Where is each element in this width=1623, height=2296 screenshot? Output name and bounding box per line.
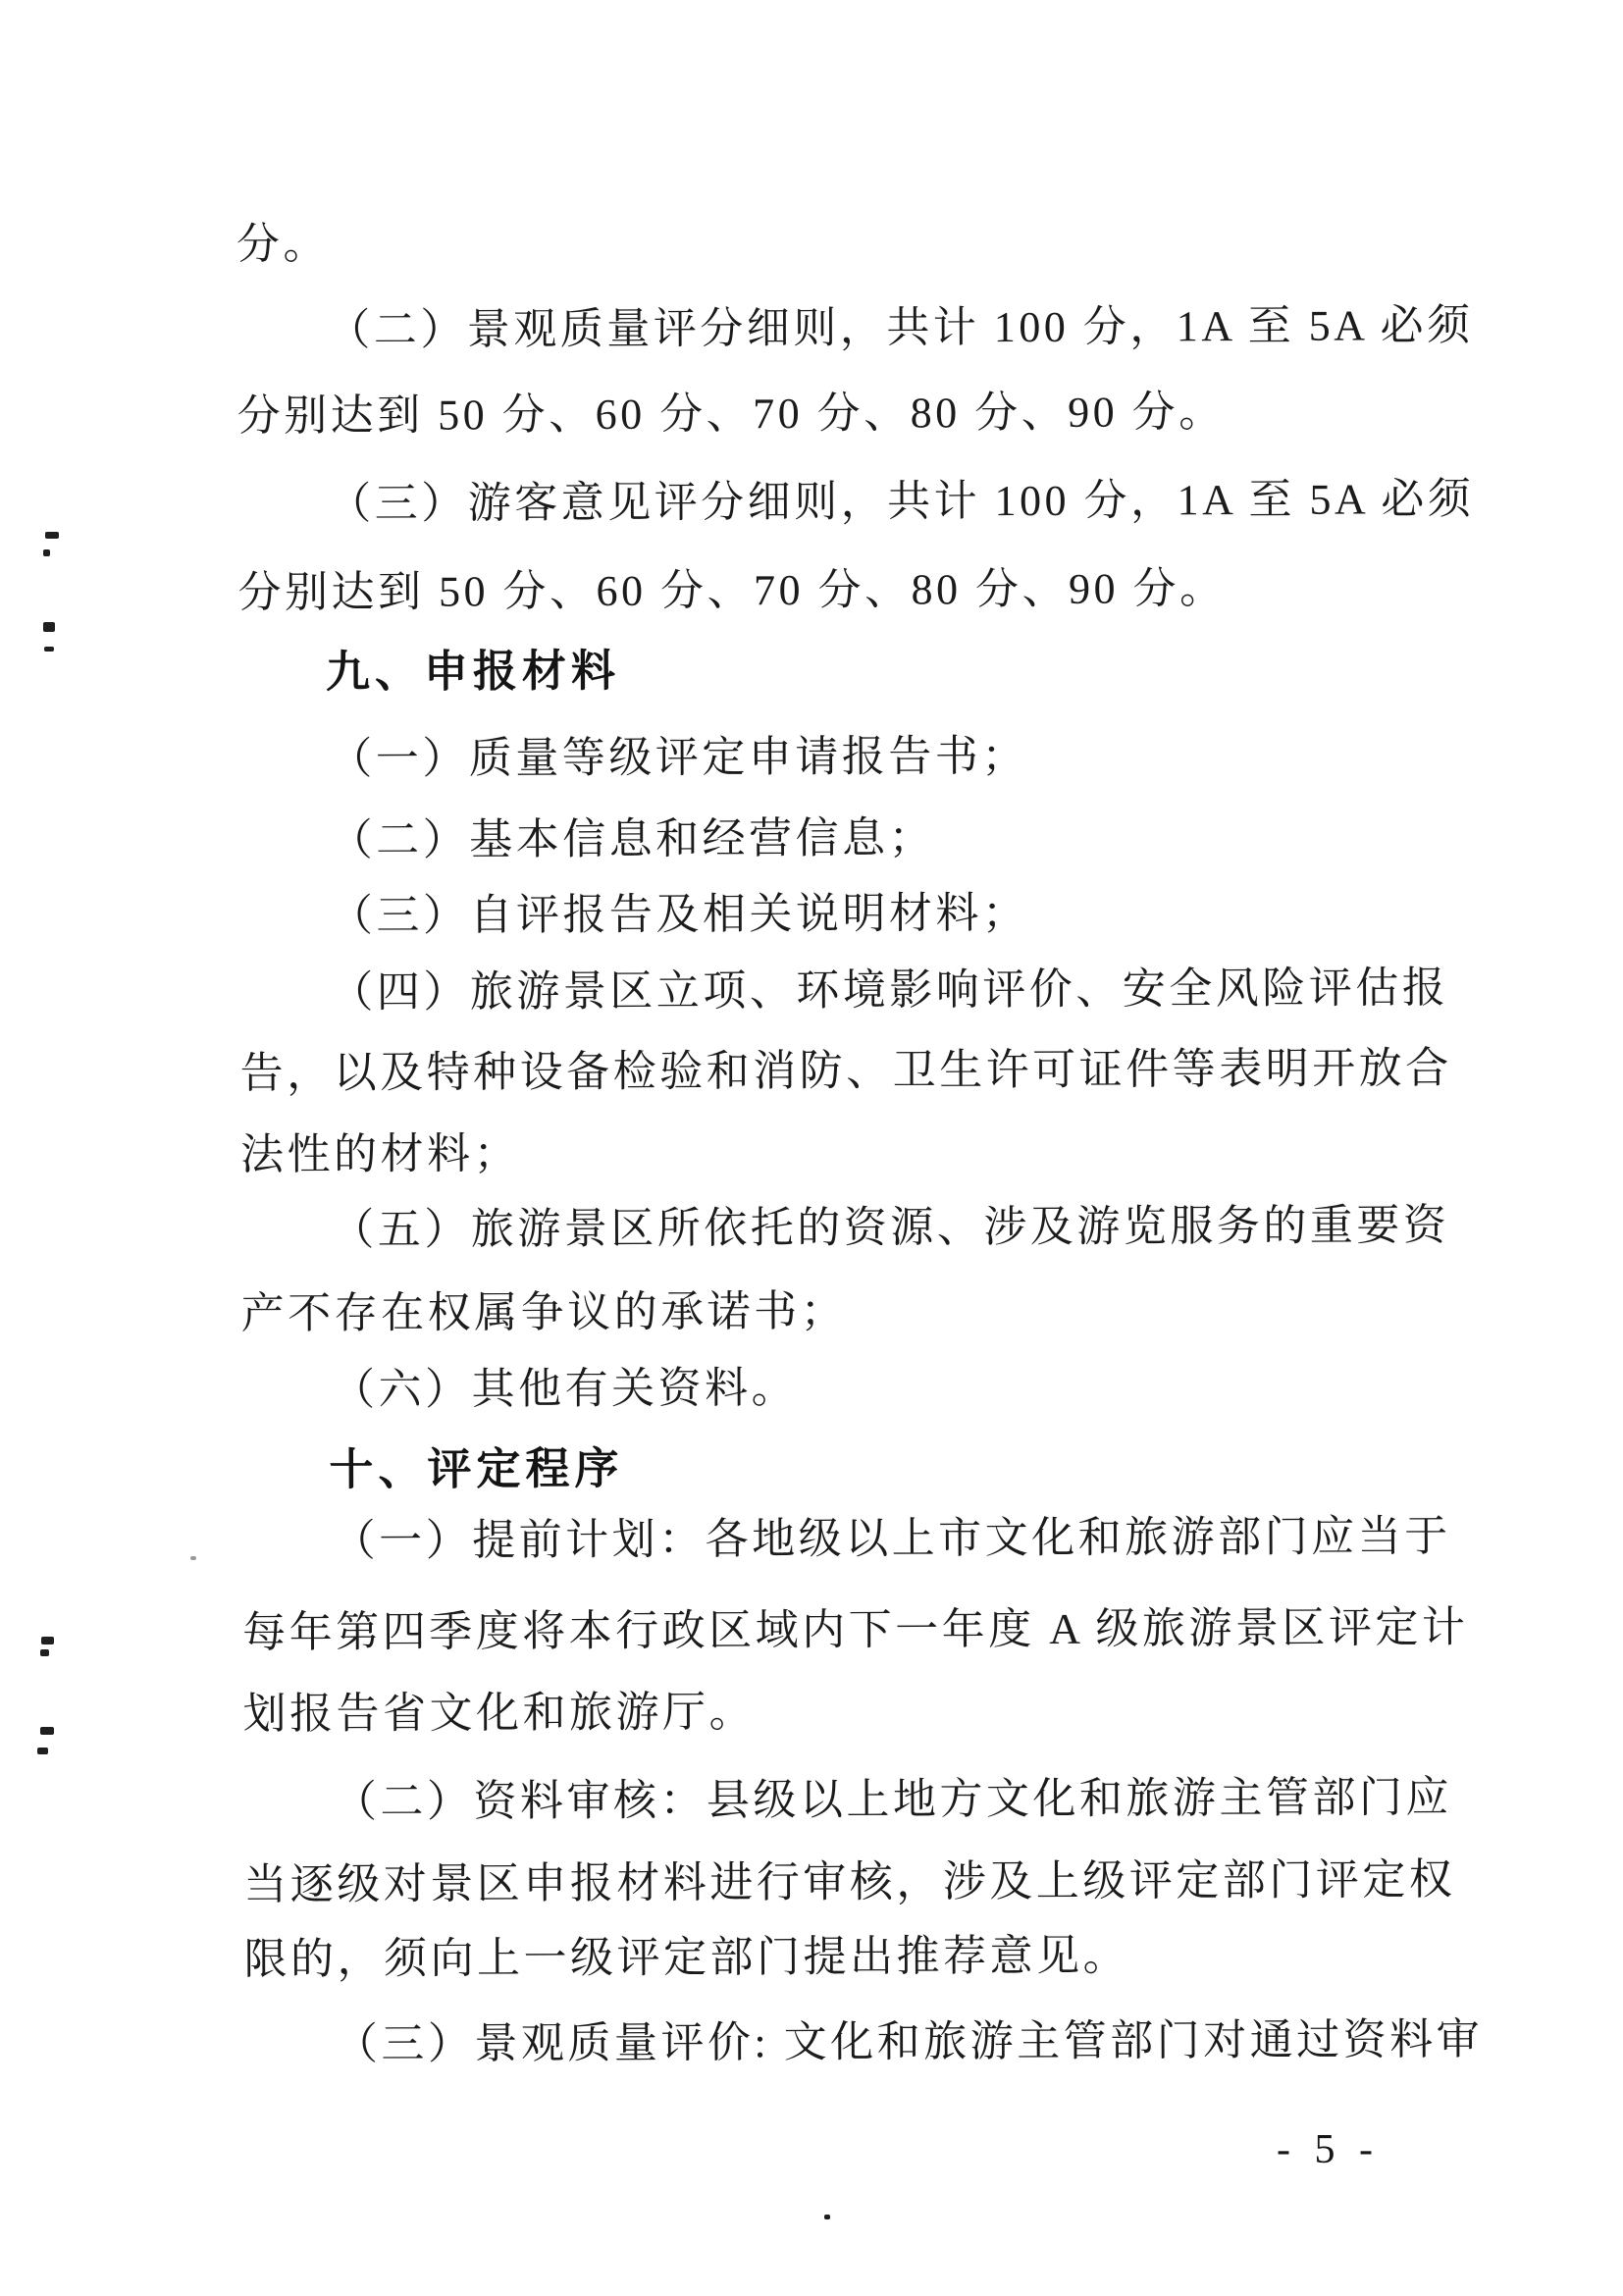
document-line: （四）旅游景区立项、环境影响评价、安全风险评估报 xyxy=(330,964,1449,1018)
document-line: （二）景观质量评分细则，共计 100 分，1A 至 5A 必须 xyxy=(327,301,1474,355)
scan-speck xyxy=(190,1556,196,1560)
scan-speck xyxy=(43,549,50,556)
document-line: 划报告省文化和旅游厅。 xyxy=(242,1688,757,1739)
page-number: - 5 - xyxy=(1277,2127,1380,2172)
scan-speck xyxy=(45,532,59,539)
scan-speck xyxy=(43,622,55,632)
section-heading: 九、申报材料 xyxy=(325,645,621,698)
document-line: 告，以及特种设备检验和消防、卫生许可证件等表明开放合 xyxy=(239,1044,1452,1098)
scan-speck xyxy=(41,1637,54,1644)
document-line: 法性的材料； xyxy=(239,1129,521,1179)
document-line: （六）其他有关资料。 xyxy=(331,1364,799,1415)
document-line: （二）基本信息和经营信息； xyxy=(329,813,936,865)
document-line: 分别达到 50 分、60 分、70 分、80 分、90 分。 xyxy=(236,388,1226,441)
scan-speck xyxy=(40,1649,49,1656)
scan-speck xyxy=(37,1748,48,1754)
document-line: 产不存在权属争议的承诺书； xyxy=(240,1286,848,1338)
document-line: （五）旅游景区所依托的资源、涉及游览服务的重要资 xyxy=(331,1201,1450,1255)
document-line: 限的，须向上一级评定部门提出推荐意见。 xyxy=(243,1931,1130,1984)
document-line: （一）提前计划：各地级以上市文化和旅游部门应当于 xyxy=(332,1512,1451,1566)
document-line: 每年第四季度将本行政区域内下一年度 A 级旅游景区评定计 xyxy=(242,1603,1469,1657)
document-line: （一）质量等级评定申请报告书； xyxy=(329,732,1028,784)
document-line: （三）景观质量评价: 文化和旅游主管部门对通过资料审 xyxy=(334,2015,1484,2069)
section-heading: 十、评定程序 xyxy=(329,1442,624,1495)
document-line: 分别达到 50 分、60 分、70 分、80 分、90 分。 xyxy=(237,564,1227,617)
document-line: 分。 xyxy=(236,220,331,269)
scan-speck xyxy=(44,647,54,652)
document-line: （三）自评报告及相关说明材料； xyxy=(329,889,1029,941)
scan-speck xyxy=(824,2215,830,2219)
scan-speck xyxy=(40,1727,54,1735)
document-line: 当逐级对景区申报材料进行审核，涉及上级评定部门评定权 xyxy=(243,1855,1456,1909)
document-line: （二）资料审核：县级以上地方文化和旅游主管部门应 xyxy=(333,1773,1453,1827)
document-line: （三）游客意见评分细则，共计 100 分，1A 至 5A 必须 xyxy=(328,475,1475,529)
